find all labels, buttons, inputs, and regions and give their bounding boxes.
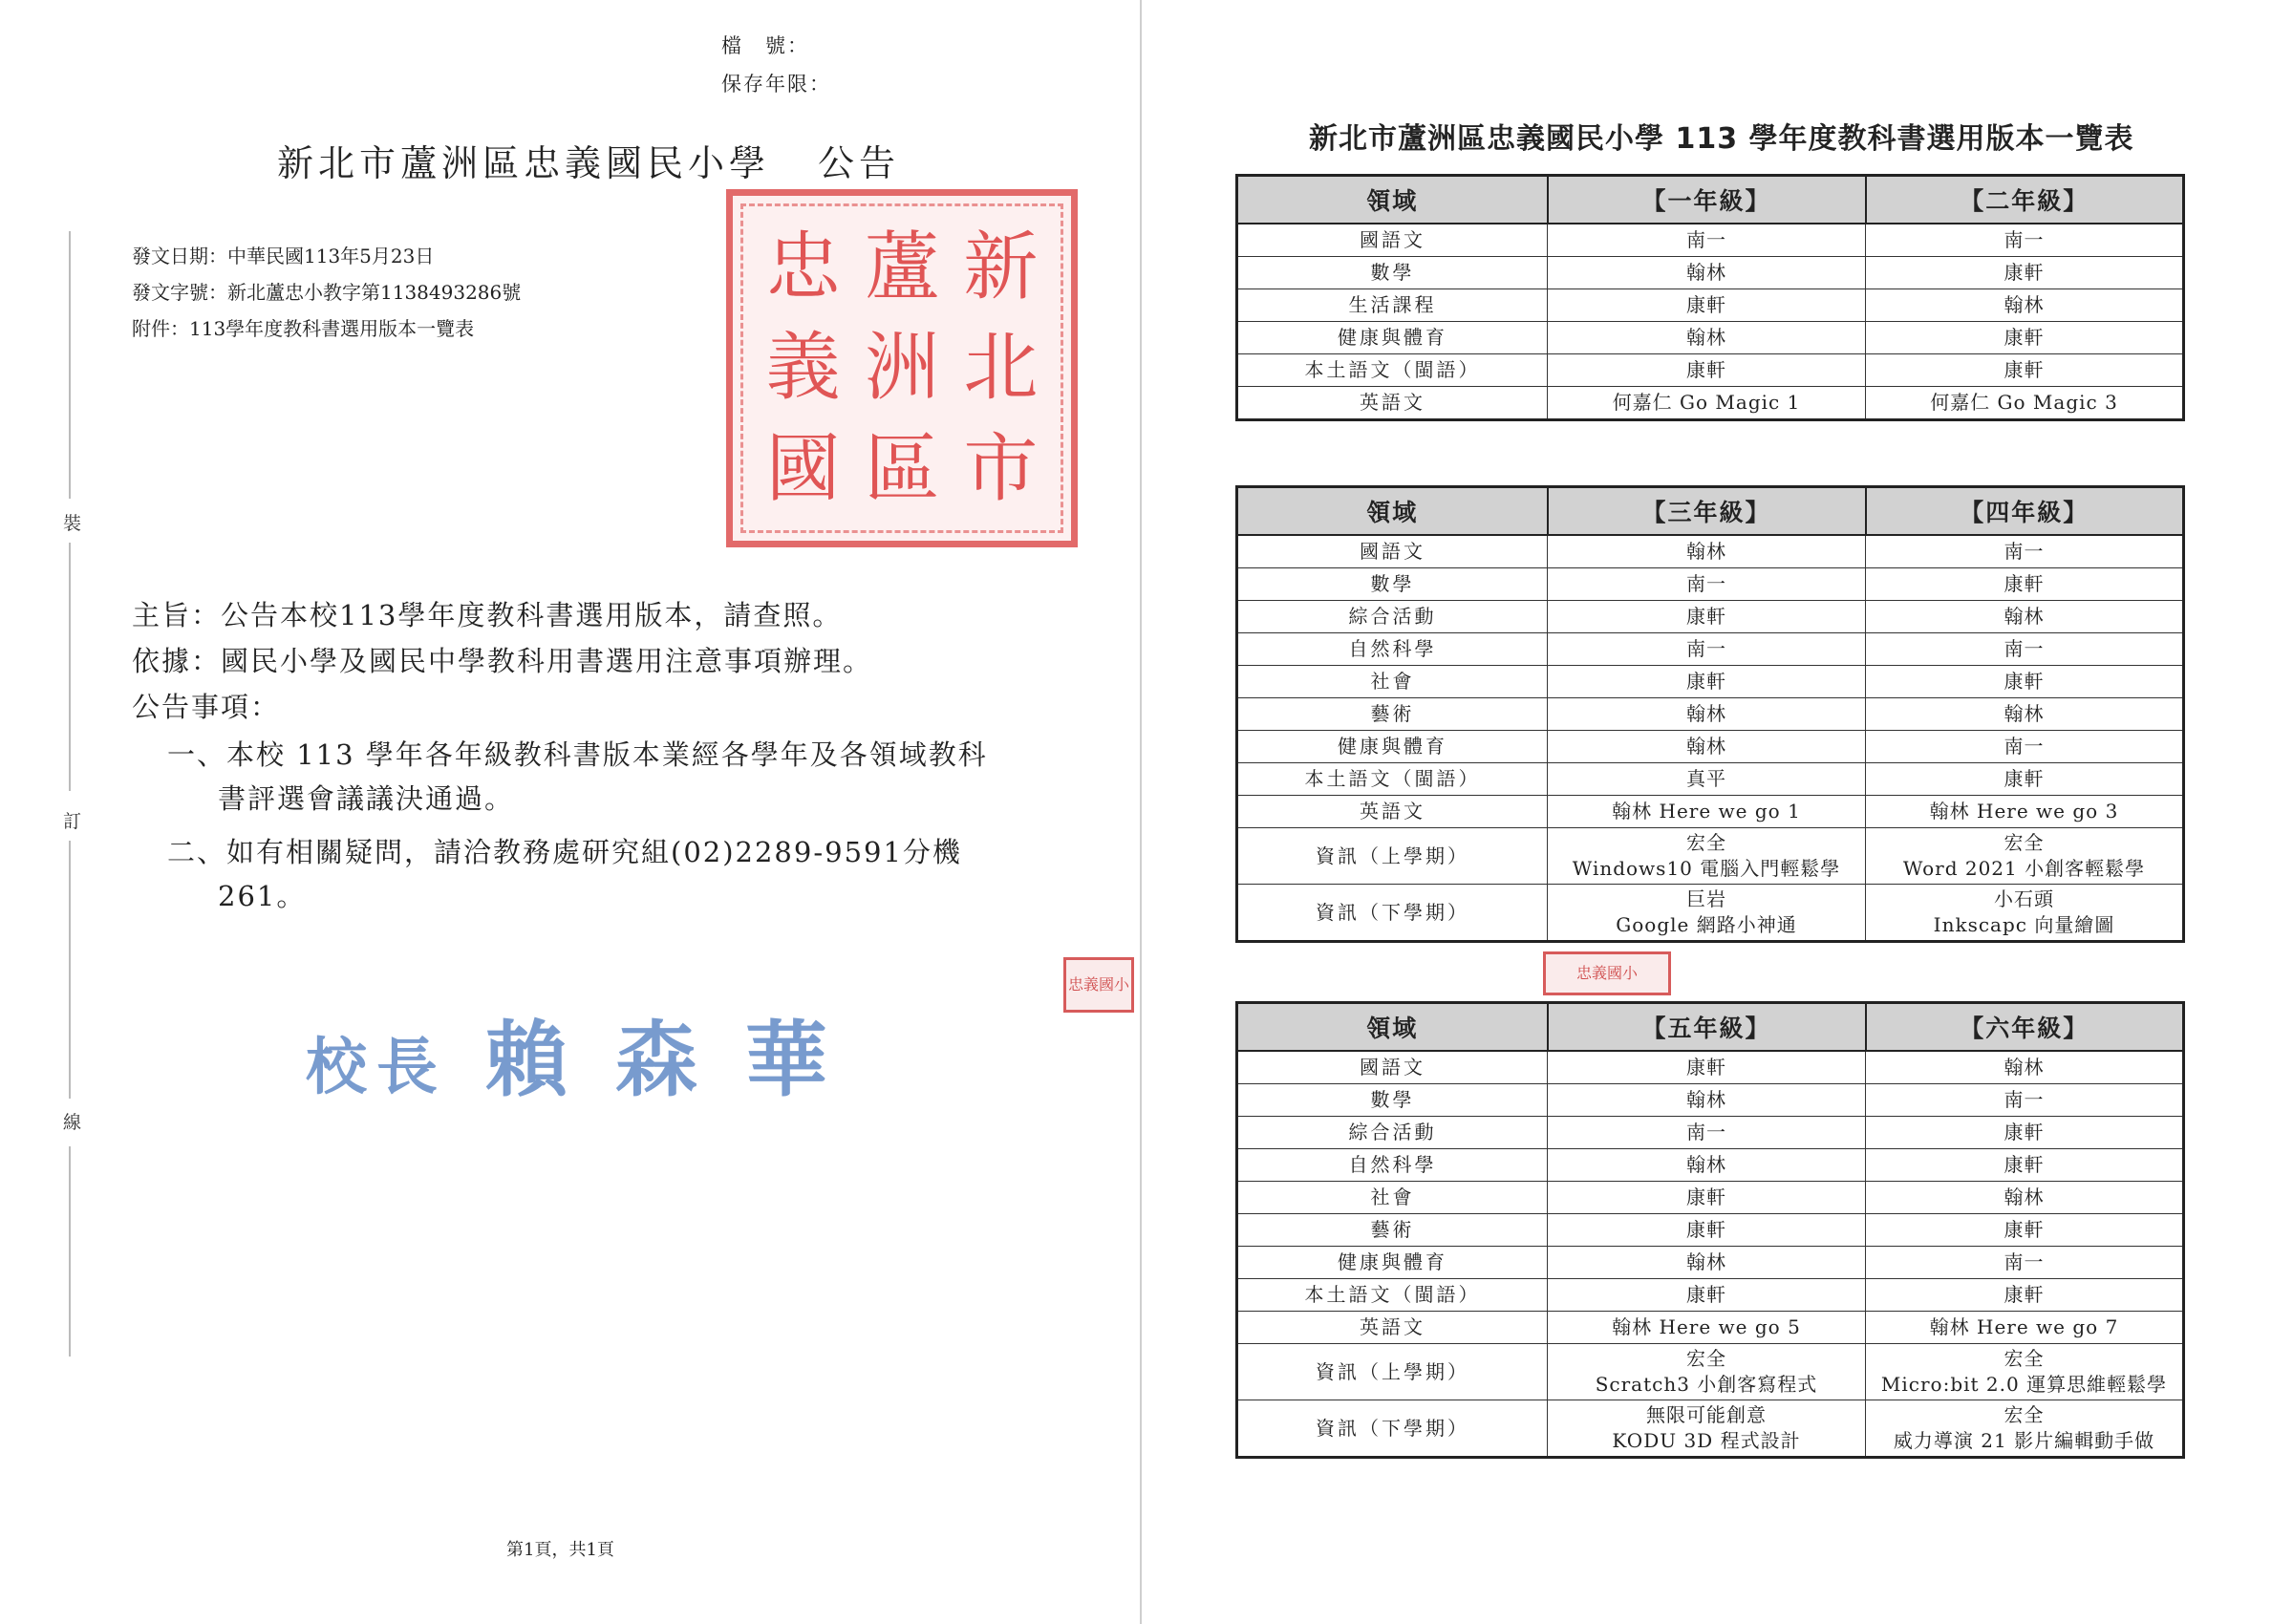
notice-title	[277, 134, 900, 186]
subject-cell: 本土語文（閩語）	[1237, 1279, 1548, 1312]
binding-rule	[69, 231, 71, 499]
grade-5-6-table	[1235, 1001, 2185, 1459]
header-domain: 領域	[1237, 487, 1548, 536]
table-row	[1237, 1182, 2184, 1214]
grade-1-2-table	[1235, 174, 2185, 421]
publisher-cell: 康軒	[1866, 568, 2184, 601]
notice-basis: 依據：國民小學及國民中學教科用書選用注意事項辦理。	[132, 645, 873, 677]
table-row	[1237, 1084, 2184, 1117]
publisher-cell: 翰林	[1548, 1084, 1866, 1117]
book-title: Micro:bit 2.0 運算思維輕鬆學	[1880, 1373, 2168, 1396]
textbook-list-page	[1146, 0, 2293, 1624]
publisher-cell: 翰林	[1548, 698, 1866, 731]
seal-character: 義	[765, 325, 841, 412]
table-row	[1237, 322, 2184, 354]
table-row	[1237, 1214, 2184, 1247]
publisher-cell: 康軒	[1866, 666, 2184, 698]
seal-character: 北	[963, 325, 1039, 412]
binding-mark-xian: 線	[63, 1112, 82, 1133]
subject-cell: 社會	[1237, 666, 1548, 698]
subject-cell: 數學	[1237, 568, 1548, 601]
book-title: KODU 3D 程式設計	[1612, 1429, 1801, 1452]
seal-character: 忠	[765, 224, 841, 310]
notice-item-2: 二、如有相關疑問，請洽教務處研究組(02)2289-9591分機	[167, 836, 962, 868]
notice-subject: 主旨：公告本校113學年度教科書選用版本，請查照。	[132, 599, 843, 631]
table-row	[1237, 601, 2184, 633]
publisher-cell: 康軒	[1548, 1279, 1866, 1312]
book-title: Scratch3 小創客寫程式	[1595, 1373, 1818, 1396]
page-divider	[1140, 0, 1142, 1624]
publisher-cell: 翰林	[1548, 322, 1866, 354]
table-row	[1237, 1247, 2184, 1279]
header-grade-5: 【五年級】	[1548, 1003, 1866, 1052]
publisher-cell: 翰林	[1866, 289, 2184, 322]
publisher-name: 宏全	[2004, 831, 2045, 854]
subject-cell: 藝術	[1237, 698, 1548, 731]
table-row	[1237, 731, 2184, 763]
table-row	[1237, 763, 2184, 796]
signature-name: 賴 森 華	[485, 1012, 837, 1108]
subject-cell: 藝術	[1237, 1214, 1548, 1247]
notice-item-1-cont: 書評選會議議決通過。	[218, 782, 515, 815]
table-row	[1237, 666, 2184, 698]
notice-title-suffix: 公告	[818, 142, 901, 184]
header-grade-3: 【三年級】	[1548, 487, 1866, 536]
document-number: 發文字號：新北蘆忠小教字第1138493286號	[132, 281, 522, 304]
seal-character: 國	[765, 426, 841, 513]
publisher-cell	[1866, 1344, 2184, 1400]
table-row	[1237, 1312, 2184, 1344]
table-row	[1237, 535, 2184, 568]
publisher-cell: 南一	[1548, 568, 1866, 601]
binding-mark-zhuang: 裝	[63, 513, 82, 534]
subject-cell: 資訊（下學期）	[1237, 1400, 1548, 1458]
subject-cell: 數學	[1237, 1084, 1548, 1117]
publisher-cell: 康軒	[1866, 322, 2184, 354]
table-row	[1237, 1279, 2184, 1312]
publisher-cell: 翰林	[1548, 1149, 1866, 1182]
table-row	[1237, 1117, 2184, 1149]
publisher-name: 無限可能創意	[1646, 1403, 1767, 1426]
small-seal-right: 忠義國小	[1543, 951, 1671, 995]
publisher-cell: 翰林	[1866, 1182, 2184, 1214]
publisher-cell: 康軒	[1548, 1214, 1866, 1247]
seal-character: 蘆	[864, 224, 939, 310]
subject-cell: 資訊（下學期）	[1237, 885, 1548, 942]
publisher-cell: 翰林	[1866, 698, 2184, 731]
seal-character: 市	[963, 426, 1039, 513]
publisher-cell: 翰林 Here we go 7	[1866, 1312, 2184, 1344]
publisher-cell: 康軒	[1866, 354, 2184, 387]
principal-signature	[306, 994, 837, 1112]
table-row	[1237, 1400, 2184, 1458]
table-row	[1237, 698, 2184, 731]
subject-cell: 本土語文（閩語）	[1237, 354, 1548, 387]
table-row	[1237, 633, 2184, 666]
subject-cell: 數學	[1237, 257, 1548, 289]
table-header-row	[1237, 176, 2184, 224]
attachment: 附件：113學年度教科書選用版本一覽表	[132, 317, 475, 340]
subject-cell: 健康與體育	[1237, 731, 1548, 763]
publisher-cell: 翰林	[1548, 257, 1866, 289]
table-row	[1237, 224, 2184, 257]
publisher-cell: 康軒	[1548, 354, 1866, 387]
publisher-cell: 康軒	[1866, 1149, 2184, 1182]
publisher-name: 宏全	[1686, 1347, 1726, 1370]
subject-cell: 綜合活動	[1237, 601, 1548, 633]
seal-character: 洲	[864, 325, 939, 412]
subject-cell: 英語文	[1237, 796, 1548, 828]
publisher-cell	[1866, 828, 2184, 885]
publisher-cell: 南一	[1548, 1117, 1866, 1149]
publisher-cell	[1866, 885, 2184, 942]
publisher-cell	[1548, 885, 1866, 942]
publisher-cell: 南一	[1548, 633, 1866, 666]
publisher-cell: 康軒	[1866, 1279, 2184, 1312]
subject-cell: 本土語文（閩語）	[1237, 763, 1548, 796]
school-official-seal-characters	[754, 217, 1050, 520]
publisher-cell: 翰林 Here we go 1	[1548, 796, 1866, 828]
school-official-seal	[726, 189, 1078, 547]
seal-character: 區	[864, 426, 939, 513]
subject-cell: 英語文	[1237, 387, 1548, 420]
header-grade-2: 【二年級】	[1866, 176, 2184, 224]
publisher-cell: 南一	[1866, 731, 2184, 763]
publisher-cell: 翰林	[1866, 601, 2184, 633]
book-title: Windows10 電腦入門輕鬆學	[1572, 857, 1841, 880]
subject-cell: 國語文	[1237, 224, 1548, 257]
binding-rule	[69, 543, 71, 791]
subject-cell: 綜合活動	[1237, 1117, 1548, 1149]
publisher-cell: 南一	[1548, 224, 1866, 257]
publisher-cell: 康軒	[1548, 666, 1866, 698]
header-grade-1: 【一年級】	[1548, 176, 1866, 224]
book-title: Google 網路小神通	[1616, 913, 1797, 936]
subject-cell: 自然科學	[1237, 1149, 1548, 1182]
publisher-name: 巨岩	[1686, 887, 1726, 910]
small-seal-left: 忠義 國小	[1063, 957, 1134, 1013]
header-domain: 領域	[1237, 176, 1548, 224]
table-row	[1237, 796, 2184, 828]
publisher-cell: 何嘉仁 Go Magic 3	[1866, 387, 2184, 420]
publisher-cell: 康軒	[1866, 1117, 2184, 1149]
publisher-name: 小石頭	[1994, 887, 2054, 910]
publisher-cell: 翰林 Here we go 3	[1866, 796, 2184, 828]
notice-page	[0, 0, 1142, 1624]
publisher-cell	[1548, 1400, 1866, 1458]
publisher-cell: 翰林	[1548, 731, 1866, 763]
publisher-cell: 南一	[1866, 1084, 2184, 1117]
subject-cell: 生活課程	[1237, 289, 1548, 322]
subject-cell: 自然科學	[1237, 633, 1548, 666]
publisher-cell: 康軒	[1548, 289, 1866, 322]
subject-cell: 健康與體育	[1237, 322, 1548, 354]
publisher-name: 宏全	[1686, 831, 1726, 854]
header-grade-4: 【四年級】	[1866, 487, 2184, 536]
book-title: Word 2021 小創客輕鬆學	[1902, 857, 2146, 880]
subject-cell: 社會	[1237, 1182, 1548, 1214]
publisher-cell: 康軒	[1866, 763, 2184, 796]
publisher-cell: 南一	[1866, 1247, 2184, 1279]
archive-number-label: 檔 號：	[721, 34, 809, 57]
subject-cell: 健康與體育	[1237, 1247, 1548, 1279]
subject-cell: 英語文	[1237, 1312, 1548, 1344]
notice-title-school: 新北市蘆洲區忠義國民小學	[277, 142, 771, 184]
publisher-cell: 康軒	[1548, 1182, 1866, 1214]
subject-cell: 資訊（上學期）	[1237, 1344, 1548, 1400]
publisher-cell: 康軒	[1548, 1051, 1866, 1084]
table-header-row	[1237, 487, 2184, 536]
publisher-cell: 南一	[1866, 633, 2184, 666]
table-row	[1237, 257, 2184, 289]
table-row	[1237, 354, 2184, 387]
publisher-cell: 真平	[1548, 763, 1866, 796]
header-domain: 領域	[1237, 1003, 1548, 1052]
notice-item-2-cont: 261。	[218, 880, 307, 912]
table-row	[1237, 1344, 2184, 1400]
publisher-cell	[1866, 1400, 2184, 1458]
notice-item-1: 一、本校 113 學年各年級教科書版本業經各學年及各領域教科	[167, 738, 988, 771]
table-row	[1237, 289, 2184, 322]
publisher-cell	[1548, 828, 1866, 885]
publisher-cell: 翰林 Here we go 5	[1548, 1312, 1866, 1344]
table-row	[1237, 1149, 2184, 1182]
publisher-name: 宏全	[2004, 1403, 2045, 1426]
table-title: 新北市蘆洲區忠義國民小學 113 學年度教科書選用版本一覽表	[1309, 122, 2134, 156]
publisher-cell: 康軒	[1866, 1214, 2184, 1247]
book-title: Inkscapc 向量繪圖	[1933, 913, 2115, 936]
header-grade-6: 【六年級】	[1866, 1003, 2184, 1052]
publisher-cell: 翰林	[1548, 535, 1866, 568]
book-title: 威力導演 21 影片編輯動手做	[1893, 1429, 2155, 1452]
subject-cell: 國語文	[1237, 535, 1548, 568]
table-row	[1237, 885, 2184, 942]
table-header-row	[1237, 1003, 2184, 1052]
binding-rule	[69, 841, 71, 1099]
publisher-cell: 翰林	[1866, 1051, 2184, 1084]
table-row	[1237, 1051, 2184, 1084]
table-row	[1237, 387, 2184, 420]
publisher-cell: 南一	[1866, 535, 2184, 568]
binding-mark-ding: 訂	[63, 811, 82, 832]
table-row	[1237, 568, 2184, 601]
table-row	[1237, 828, 2184, 885]
binding-rule	[69, 1146, 71, 1357]
publisher-cell: 翰林	[1548, 1247, 1866, 1279]
retention-period-label: 保存年限：	[721, 73, 831, 96]
publisher-cell: 康軒	[1548, 601, 1866, 633]
publisher-cell: 南一	[1866, 224, 2184, 257]
notice-items-heading: 公告事項：	[132, 691, 281, 723]
publisher-cell: 何嘉仁 Go Magic 1	[1548, 387, 1866, 420]
publisher-cell	[1548, 1344, 1866, 1400]
publisher-name: 宏全	[2004, 1347, 2045, 1370]
issue-date: 發文日期：中華民國113年5月23日	[132, 245, 435, 267]
grade-3-4-table	[1235, 485, 2185, 943]
page-footer: 第1頁，共1頁	[506, 1540, 614, 1560]
seal-character: 新	[963, 224, 1039, 310]
signature-role: 校長	[306, 1032, 447, 1103]
subject-cell: 國語文	[1237, 1051, 1548, 1084]
publisher-cell: 康軒	[1866, 257, 2184, 289]
subject-cell: 資訊（上學期）	[1237, 828, 1548, 885]
